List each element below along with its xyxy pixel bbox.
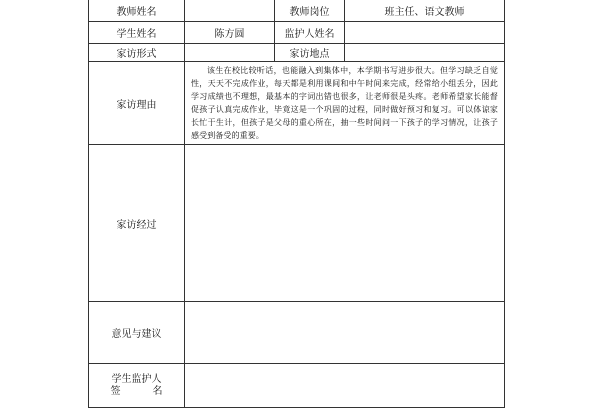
row-suggestion: [89, 302, 505, 364]
signature-label-line1: 学生监护人: [111, 373, 162, 385]
signature-label-cell: [89, 364, 185, 408]
visit-place-value: [345, 44, 505, 62]
visit-form-value: [185, 44, 275, 62]
suggestion-label: 意见与建议: [89, 302, 185, 364]
visit-process-label: 家访经过: [89, 145, 185, 302]
student-name-value: 陈方圆: [185, 22, 275, 44]
row-visit-info: [89, 44, 505, 62]
row-teacher: [89, 0, 505, 22]
row-reason: [89, 62, 505, 145]
signature-label-char2: 名: [152, 385, 163, 397]
suggestion-value: [185, 302, 505, 364]
guardian-name-label: 监护人姓名: [275, 22, 345, 44]
visit-reason-cell: [185, 62, 505, 145]
visit-reason-text: 该生在校比较听话，也能融入到集体中，本学期书写进步很大。但学习缺乏自觉性，天天不完成作业，每天都是利用课间和中午时间来完成，经常给小组丢分，因此学习成绩也不理想，最基本的字词出错也很多，让老师很是头疼。老师希望家长能督促孩子认真完成作业，毕竟这是一个巩固的过程，同时做好预习和复习。可以体谅家长忙于生计，但孩子是父母的重心所在，抽一些时间问一下孩子的学习情况，让孩子感受到备受的重要。: [191, 66, 498, 140]
signature-value: [185, 364, 505, 408]
home-visit-form: [88, 0, 505, 408]
guardian-name-value: [345, 22, 505, 44]
visit-reason-label: 家访理由: [89, 62, 185, 145]
teacher-post-label: 教师岗位: [275, 0, 345, 22]
student-name-label: 学生姓名: [89, 22, 185, 44]
visit-form-label: 家访形式: [89, 44, 185, 62]
teacher-name-value: [185, 0, 275, 22]
row-process: [89, 145, 505, 302]
row-signature: [89, 364, 505, 408]
signature-label-char1: 签: [110, 385, 121, 397]
teacher-post-value: 班主任、语文教师: [345, 0, 505, 22]
row-student: [89, 22, 505, 44]
signature-label-line2: [111, 386, 163, 398]
teacher-name-label: 教师姓名: [89, 0, 185, 22]
visit-place-label: 家访地点: [275, 44, 345, 62]
visit-process-value: [185, 145, 505, 302]
